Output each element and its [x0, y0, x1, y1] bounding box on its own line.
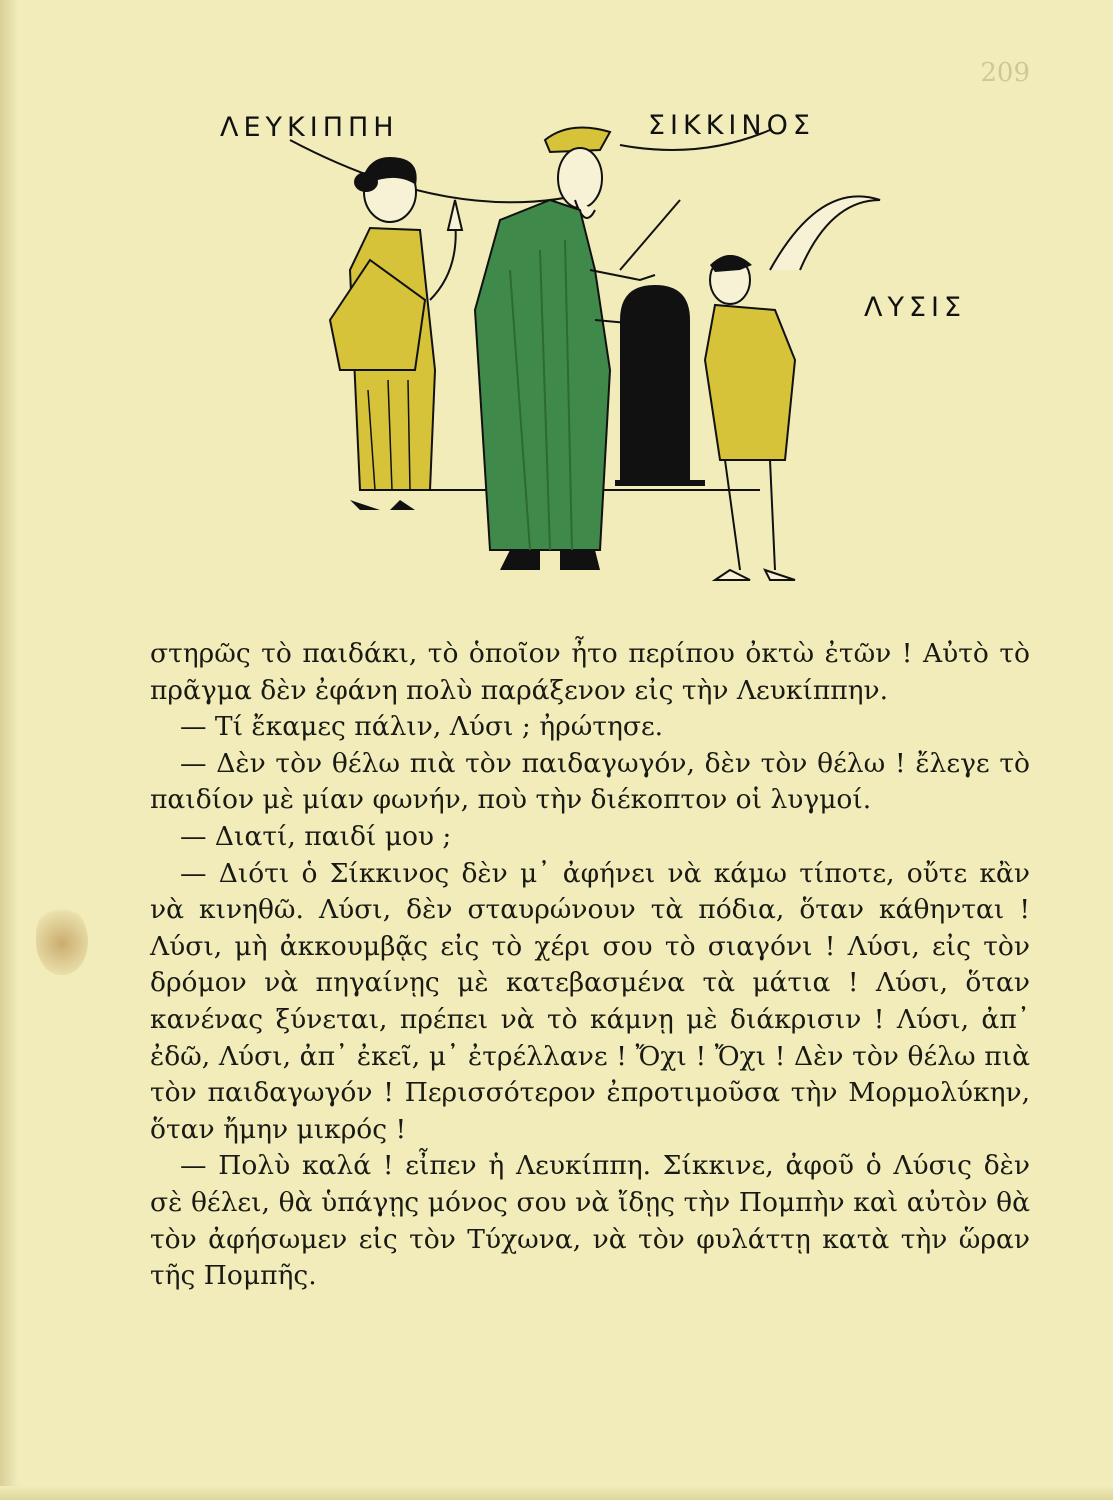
paper-stain — [36, 905, 88, 975]
illustration — [200, 70, 1000, 610]
paragraph: — Διατί, παιδί μου ; — [180, 820, 452, 852]
page-bottom-edge-shadow — [0, 1486, 1113, 1500]
doorway — [615, 285, 705, 486]
leader-line-sikkinos — [620, 130, 770, 150]
illustration-drawing — [200, 70, 1000, 610]
paragraph: — Διότι ὁ Σίκκινος δὲν μ᾽ ἀφήνει νὰ κάμω τίποτε, οὔτε κἂν νὰ κινηθῶ. Λύσι, δὲν σταυρώνουν τὰ πόδια, ὅταν κάθηνται ! Λύσι, μὴ ἀκκουμβᾷς εἰς τὸ χέρι σου τὸ σιαγόνι ! Λύσι, εἰς τὸν δρόμον νὰ πηγαίνῃς μὲ κατεβασμένα τὰ μάτια ! Λύσι, ὅταν κανένας ξύνεται, πρέπει νὰ τὸ κάμνῃ μὲ διάκρισιν ! Λύσι, ἀπ᾽ ἐδῶ, Λύσι, ἀπ᾽ ἐκεῖ, μ᾽ ἐτρέλλανε ! Ὄχι ! Ὄχι ! Δὲν τὸν θέλω πιὰ τὸν παιδαγωγόν ! Περισσότερον ἐπροτιμοῦσα τὴν Μορμολύκην, ὅταν ἤμην μικρός ! — [150, 857, 1030, 1145]
label-leukippe: ΛΕΥΚΙΠΠΗ — [220, 112, 399, 143]
body-text — [150, 636, 1030, 1295]
page-number: 209 — [980, 58, 1030, 88]
paragraph: — Δὲν τὸν θέλω πιὰ τὸν παιδαγωγόν, δὲν τὸν θέλω ! ἔλεγε τὸ παιδίον μὲ μίαν φωνήν, ποὺ τὴν διέκοπτον οἱ λυγμοί. — [150, 747, 1030, 816]
label-sikkinos: ΣΙΚΚΙΝΟΣ — [648, 110, 815, 141]
figure-lysis — [705, 196, 880, 580]
page-left-edge-shadow — [0, 0, 18, 1500]
paragraph: στηρῶς τὸ παιδάκι, τὸ ὁποῖον ἦτο περίπου ὀκτὼ ἐτῶν ! Αὐτὸ τὸ πρᾶγμα δὲν ἐφάνη πολὺ παράξενον εἰς τὴν Λευκίππην. — [150, 638, 1030, 706]
paragraph: — Τί ἔκαμες πάλιν, Λύσι ; ἠρώτησε. — [180, 711, 664, 743]
label-lysis: ΛΥΣΙΣ — [864, 292, 967, 323]
figure-leukippe — [330, 157, 462, 510]
paragraph: — Πολὺ καλά ! εἶπεν ἡ Λευκίππη. Σίκκινε, ἀφοῦ ὁ Λύσις δὲν σὲ θέλει, θὰ ὑπάγῃς μόνος σου νὰ ἴδῃς τὴν Πομπὴν καὶ αὐτὸν θὰ τὸν ἀφήσωμεν εἰς τὸν Τύχωνα, νὰ τὸν φυλάττῃ κατὰ τὴν ὥραν τῆς Πομπῆς. — [150, 1150, 1030, 1292]
